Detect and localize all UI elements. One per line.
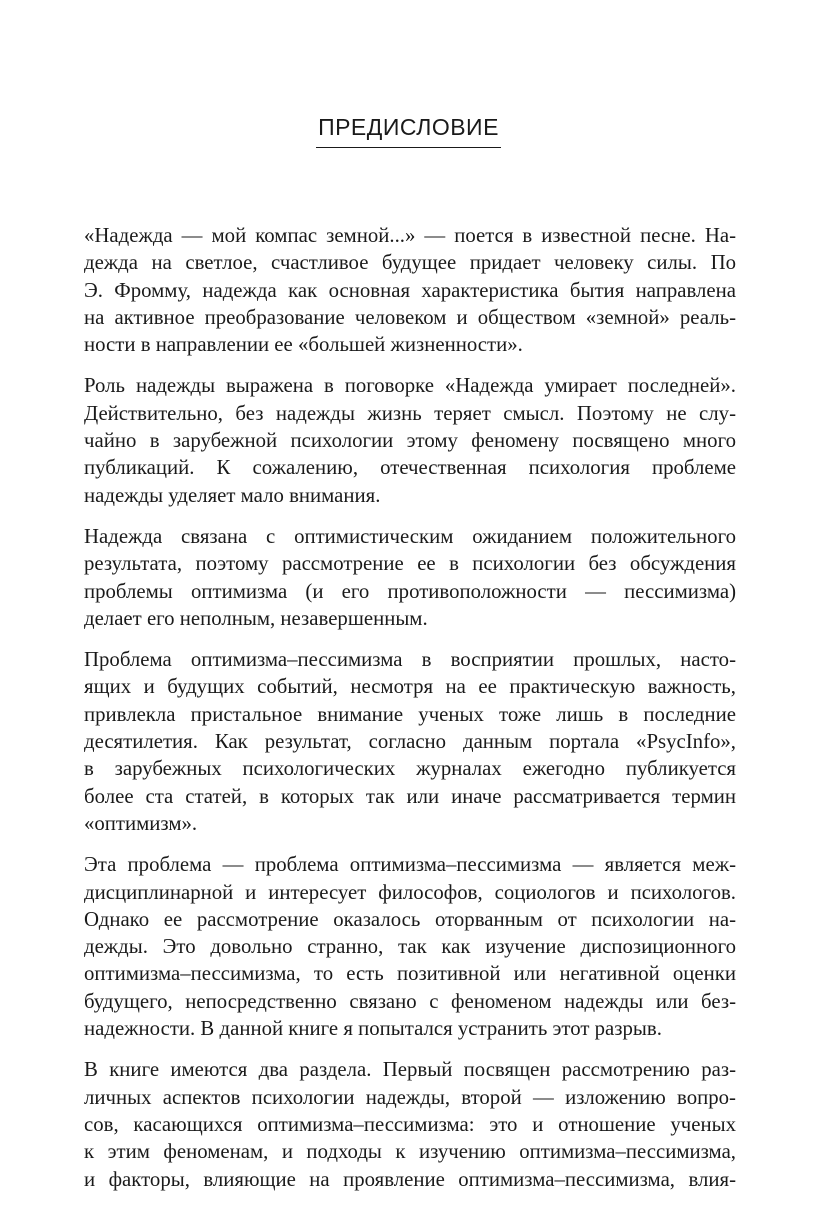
- text-line: Роль надежды выражена в поговорке «Надежда умирает последней».: [84, 374, 736, 398]
- paragraph: [84, 222, 736, 358]
- text-line: «Надежда — мой компас земной...» — поется в известной песне. На-: [84, 224, 736, 247]
- paragraph: [84, 523, 736, 632]
- paragraph: [84, 372, 736, 508]
- text-line: Надежда связана с оптимистическим ожиданием положительного: [84, 524, 736, 548]
- text-line: десятилетия. Как результат, согласно данным портала «PsycInfo»,: [84, 730, 736, 754]
- text-line: будущего, непосредственно связано с феноменом надежды или без-: [84, 989, 736, 1013]
- paragraph: [84, 1056, 736, 1192]
- text-line: В книге имеются два раздела. Первый посвящен рассмотрению раз-: [84, 1058, 736, 1082]
- text-line: дежды. Это довольно странно, так как изучение диспозиционного: [84, 935, 736, 959]
- heading-container: [0, 114, 817, 148]
- text-line: и факторы, влияющие на проявление оптимизма–пессимизма, влия-: [84, 1167, 736, 1191]
- text-line: дежда на светлое, счастливое будущее придает человеку силы. По: [84, 251, 736, 275]
- text-line: «оптимизм».: [84, 811, 198, 835]
- text-line: проблемы оптимизма (и его противоположности — пессимизма): [84, 579, 736, 603]
- text-line: Проблема оптимизма–пессимизма в восприятии прошлых, насто-: [84, 648, 736, 672]
- text-line: публикаций. К сожалению, отечественная психология проблеме: [84, 456, 736, 480]
- text-line: ящих и будущих событий, несмотря на ее практическую важность,: [84, 675, 736, 699]
- text-line: чайно в зарубежной психологии этому феномену посвящено много: [84, 429, 736, 453]
- paragraph: [84, 646, 736, 837]
- paragraph: [84, 851, 736, 1042]
- text-line: надежды уделяет мало внимания.: [84, 483, 381, 507]
- text-line: в зарубежных психологических журналах ежегодно публикуется: [84, 757, 736, 781]
- text-line: к этим феноменам, и подходы к изучению оптимизма–пессимизма,: [84, 1140, 736, 1164]
- text-line: дисциплинарной и интересует философов, социологов и психологов.: [84, 880, 736, 904]
- text-line: на активное преобразование человеком и обществом «земной» реаль-: [84, 305, 736, 329]
- text-line: более ста статей, в которых так или иначе рассматривается термин: [84, 784, 736, 808]
- text-line: Эта проблема — проблема оптимизма–пессимизма — является меж-: [84, 853, 736, 877]
- text-line: надежности. В данной книге я попытался устранить этот разрыв.: [84, 1017, 662, 1041]
- text-line: ности в направлении ее «большей жизненности».: [84, 333, 523, 357]
- text-line: делает его неполным, незавершенным.: [84, 606, 428, 630]
- text-line: привлекла пристальное внимание ученых тоже лишь в последние: [84, 702, 736, 726]
- preface-body: [84, 222, 736, 1207]
- text-line: сов, касающихся оптимизма–пессимизма: это и отношение ученых: [84, 1112, 736, 1136]
- text-line: Действительно, без надежды жизнь теряет смысл. Поэтому не слу-: [84, 401, 736, 425]
- page-title: ПРЕДИСЛОВИЕ: [316, 114, 501, 148]
- text-line: оптимизма–пессимизма, то есть позитивной или негативной оценки: [84, 962, 736, 986]
- text-line: результата, поэтому рассмотрение ее в психологии без обсуждения: [84, 552, 736, 576]
- text-line: личных аспектов психологии надежды, второй — изложению вопро-: [84, 1085, 736, 1109]
- text-line: Однако ее рассмотрение оказалось оторванным от психологии на-: [84, 907, 736, 931]
- text-line: Э. Фромму, надежда как основная характеристика бытия направлена: [84, 278, 736, 302]
